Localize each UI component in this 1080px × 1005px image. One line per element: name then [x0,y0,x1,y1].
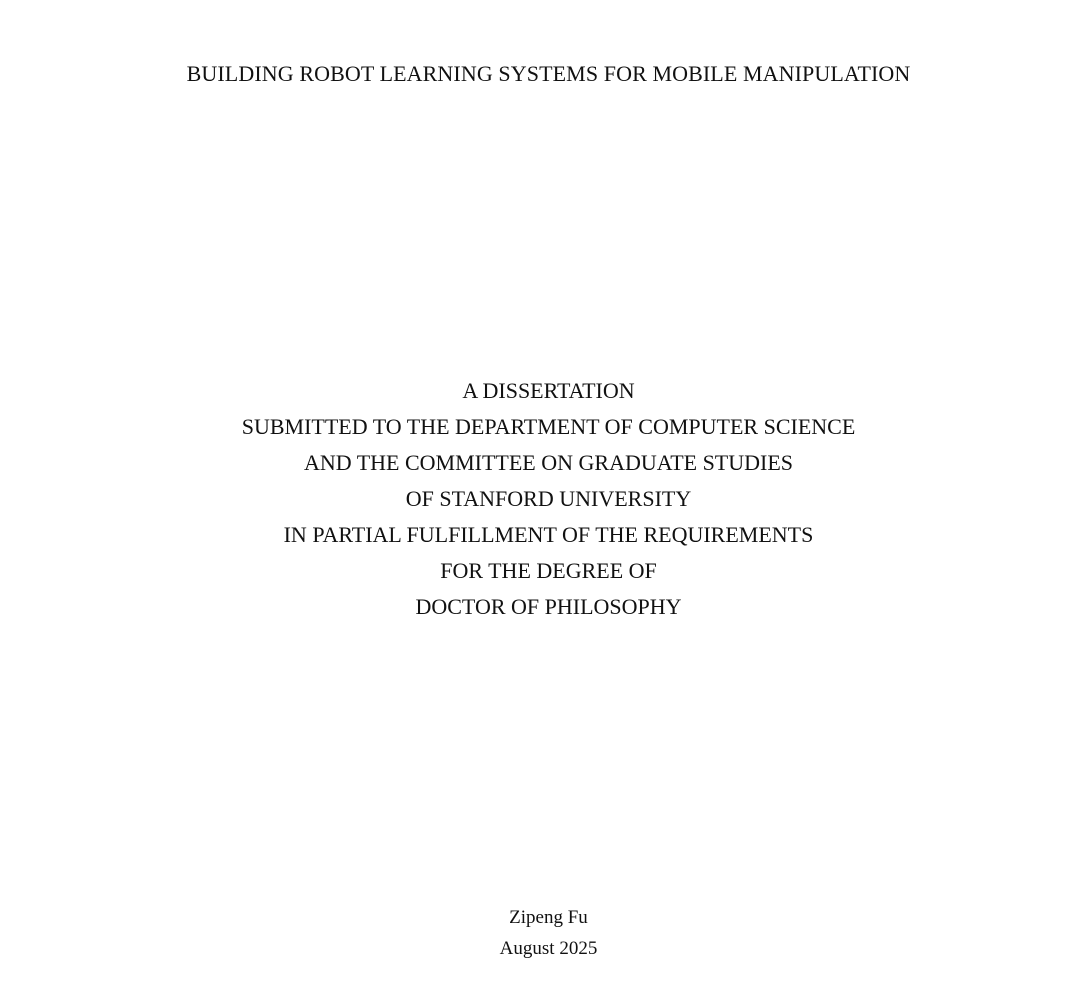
statement-line: FOR THE DEGREE OF [440,558,657,583]
author-name: Zipeng Fu [509,907,588,928]
author-block [0,902,1080,964]
statement-line: IN PARTIAL FULFILLMENT OF THE REQUIREMENTS [283,522,814,547]
statement-line: OF STANFORD UNIVERSITY [405,486,692,511]
statement-line: SUBMITTED TO THE DEPARTMENT OF COMPUTER SCIENCE [241,414,856,439]
statement-line: DOCTOR OF PHILOSOPHY [415,594,682,619]
statement-line: A DISSERTATION [462,378,635,403]
submission-statement [0,373,1080,625]
submission-date: August 2025 [499,938,598,959]
dissertation-title: BUILDING ROBOT LEARNING SYSTEMS FOR MOBILE MANIPULATION [186,61,911,86]
statement-line: AND THE COMMITTEE ON GRADUATE STUDIES [303,450,794,475]
